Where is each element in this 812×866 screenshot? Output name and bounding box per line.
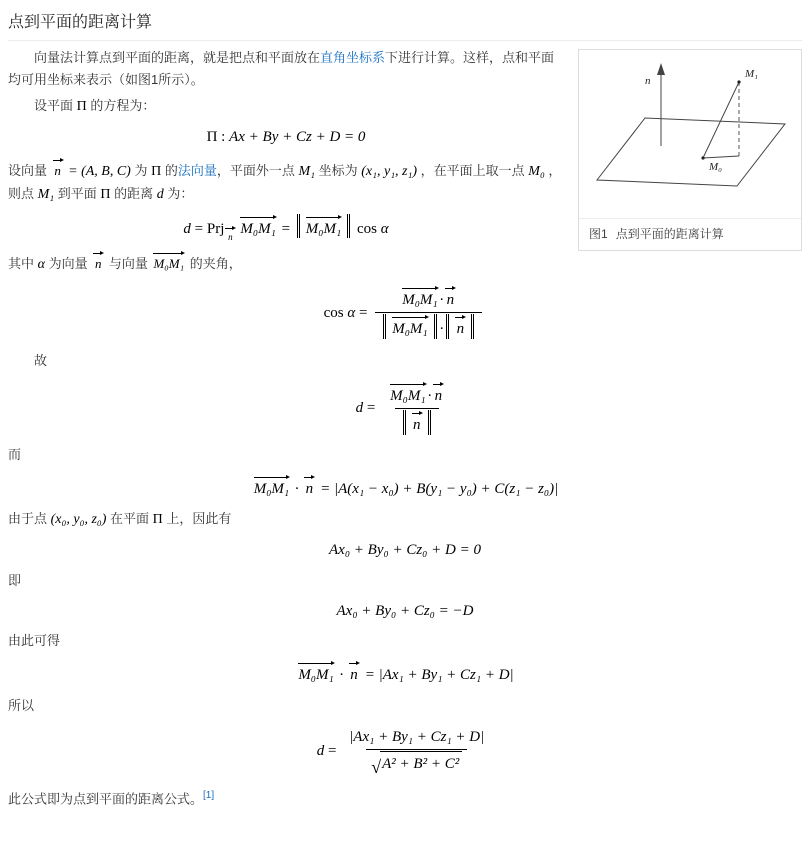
- text-run: 故: [34, 352, 48, 368]
- vector-name: n: [228, 231, 233, 242]
- vector-name: M₀M₁: [390, 387, 426, 404]
- math-roman-run: Π: [152, 512, 163, 528]
- point-m1: [737, 80, 740, 83]
- vector-mm: [153, 250, 184, 272]
- math-roman-run: cos: [353, 220, 381, 237]
- radical-sign-icon: √: [371, 756, 382, 777]
- math-run: M₁: [298, 163, 315, 179]
- math-run: Ax + By + Cz + D = 0: [229, 129, 366, 145]
- vector-name: M₀M₁: [153, 255, 185, 271]
- text-run: 为: [130, 162, 152, 178]
- math-roman-run: Π: [151, 163, 162, 179]
- paragraph: [8, 508, 802, 531]
- math-roman-run: = Prj: [190, 220, 225, 237]
- text-run: 此公式即为点到平面的距离公式。: [8, 790, 204, 806]
- vector-name: M₀M₁: [392, 321, 428, 338]
- vector-n: [455, 314, 465, 338]
- text-run: 由此可得: [8, 633, 61, 649]
- vector-arrow-icon: [402, 285, 437, 292]
- vector-n: [349, 660, 359, 684]
- display-formula: [8, 660, 802, 687]
- vector-arrow-icon: [304, 474, 314, 481]
- math-roman-run: Π :: [206, 129, 230, 145]
- fraction: [344, 725, 489, 777]
- figure-caption-text: 点到平面的距离计算: [615, 227, 724, 241]
- math-run: d: [355, 399, 364, 416]
- text-run: 的夹角，: [186, 255, 242, 271]
- vector-name: M₀M₁: [298, 667, 334, 684]
- math-run: (x₀, y₀, z₀): [50, 512, 107, 528]
- math-run: (x₁, y₁, z₁): [361, 163, 418, 179]
- math-run: ·: [335, 667, 347, 684]
- vector-name: M₀M₁: [402, 291, 438, 308]
- inline-link[interactable]: 法向量: [177, 162, 217, 178]
- vector-n: [93, 250, 103, 272]
- math-roman-run: =: [355, 304, 372, 321]
- math-roman-run: cos: [323, 304, 348, 321]
- vector-mm: [240, 214, 275, 238]
- text-run: 下进行计算。这样，点和平面均可用坐标来表示（如图1所示）。: [8, 50, 555, 87]
- fraction: [383, 380, 450, 436]
- vector-arrow-icon: [306, 214, 341, 221]
- numerator: [344, 725, 489, 750]
- vector-arrow-icon: [433, 381, 443, 388]
- norm-bars: [403, 410, 431, 434]
- text-run: ，在平面上取一点: [417, 162, 529, 178]
- text-run: 在平面: [106, 511, 153, 527]
- paragraph: [8, 630, 802, 652]
- square-root: [371, 751, 462, 776]
- math-run: α: [380, 220, 389, 237]
- vector-mm: [392, 314, 427, 338]
- display-formula: [8, 539, 802, 562]
- paragraph: [8, 785, 802, 810]
- math-roman-run: =: [277, 220, 294, 237]
- text-run: 设向量: [8, 162, 51, 178]
- vector-mm: [298, 660, 333, 684]
- label-n: n: [645, 75, 651, 87]
- text-run: 的方程为：: [86, 98, 156, 113]
- text-run: 向量法计算点到平面的距离，就是把点和平面放在: [34, 50, 321, 65]
- figure-diagram: [587, 56, 793, 214]
- paragraph: [8, 444, 802, 466]
- vector-n: [412, 410, 422, 434]
- math-run: Ax₀ + By₀ + Cz₀ + D = 0: [329, 542, 481, 559]
- math-run: ·: [427, 387, 432, 404]
- vector-arrow-icon: [455, 314, 465, 321]
- vector-name: n: [412, 417, 421, 434]
- text-run: 设平面: [34, 98, 77, 113]
- math-roman-run: =: [324, 742, 341, 759]
- point-m0: [701, 156, 704, 159]
- denominator: [395, 408, 439, 435]
- vector-name: M₀M₁: [305, 220, 342, 237]
- vector-name: n: [350, 667, 358, 684]
- text-run: 坐标为: [315, 162, 362, 178]
- figure-box: [578, 49, 802, 251]
- display-formula: [8, 725, 802, 777]
- vector-mm: [402, 285, 437, 309]
- text-run: 所以: [8, 697, 35, 713]
- text-run: 上，因此有: [162, 511, 232, 527]
- vector-name: n: [456, 321, 465, 338]
- vector-name: n: [305, 480, 314, 497]
- math-run: ·: [291, 480, 303, 497]
- vector-mm: [390, 381, 425, 405]
- vector-n: [53, 157, 63, 179]
- math-run: = |A(x₁ − x₀) + B(y₁ − y₀) + C(z₁ − z₀)|: [316, 480, 559, 497]
- vector-n: [445, 285, 455, 309]
- math-run: = (A, B, C): [64, 163, 131, 179]
- paragraph: [8, 695, 802, 717]
- math-run: M₁: [37, 186, 55, 202]
- math-roman-run: Π: [76, 99, 87, 114]
- paragraph: [8, 350, 802, 372]
- math-run: d: [183, 220, 191, 237]
- paragraph: [8, 570, 802, 592]
- text-run: 到平面: [54, 185, 101, 201]
- norm-bars: [383, 314, 436, 338]
- text-run: ，平面外一点: [216, 162, 299, 178]
- figure-caption-label: 图1: [589, 227, 608, 241]
- reference-link[interactable]: [1]: [203, 789, 215, 801]
- vector-arrow-icon: [392, 314, 427, 321]
- vector-name: n: [434, 387, 443, 404]
- inline-link[interactable]: 直角坐标系: [320, 50, 386, 65]
- numerator: [383, 380, 450, 409]
- vector-name: M₀M₁: [240, 220, 276, 237]
- text-run: 的: [161, 162, 178, 178]
- text-run: 为向量: [44, 255, 92, 271]
- text-run: 为：: [163, 185, 194, 201]
- text-run: 由于点: [8, 511, 51, 527]
- vector-arrow-icon: [390, 381, 425, 388]
- norm-bars: [446, 314, 474, 338]
- math-roman-run: =: [363, 399, 380, 416]
- math-run: d: [156, 186, 164, 202]
- math-run: Ax₀ + By₀ + Cz₀ = −D: [336, 602, 474, 619]
- vector-n: [304, 474, 314, 498]
- label-m1: M₁: [745, 68, 758, 80]
- math-run: M₀: [528, 163, 545, 179]
- denominator: [366, 749, 467, 777]
- text-run: 其中: [8, 255, 38, 271]
- label-m0: M₀: [709, 161, 722, 173]
- radicand: [380, 751, 462, 776]
- math-roman-run: Π: [100, 186, 111, 202]
- math-run: ·: [439, 321, 444, 338]
- vector-arrow-icon: [298, 660, 333, 667]
- norm-bars: [297, 214, 350, 238]
- display-formula: [8, 380, 802, 436]
- vector-name: n: [446, 291, 455, 308]
- vector-arrow-icon: [225, 225, 235, 232]
- vector-arrow-icon: [240, 214, 275, 221]
- text-run: 的距离: [110, 185, 157, 201]
- vector-arrow-icon: [445, 285, 455, 292]
- numerator: [395, 284, 462, 313]
- denominator: [375, 312, 482, 342]
- display-formula: [8, 600, 802, 623]
- vector-mm: [254, 474, 289, 498]
- figure-caption: [579, 218, 801, 250]
- math-run: = |Ax₁ + By₁ + Cz₁ + D|: [360, 667, 514, 684]
- article-body: [8, 47, 802, 810]
- vector-name: n: [94, 255, 102, 271]
- normal-arrowhead-icon: [657, 63, 665, 75]
- text-run: 而: [8, 446, 22, 462]
- page-title: 点到平面的距离计算: [8, 6, 802, 41]
- math-run: ·: [439, 291, 444, 308]
- text-run: 与向量: [105, 255, 152, 271]
- vector-arrow-icon: [254, 474, 289, 481]
- paragraph: [8, 250, 802, 276]
- text-run: ，则点: [8, 162, 562, 201]
- vector-name: M₀M₁: [253, 480, 290, 497]
- vector-arrow-icon: [153, 250, 184, 257]
- math-run: α: [37, 256, 45, 272]
- math-run: α: [347, 304, 356, 321]
- segment-m0-m1: [703, 82, 739, 158]
- display-formula: [8, 284, 802, 342]
- math-run: A² + B² + C²: [382, 756, 460, 773]
- vector-arrow-icon: [93, 250, 103, 257]
- vector-n: [433, 381, 443, 405]
- vector-mm: [306, 214, 341, 238]
- vector-arrow-icon: [349, 660, 359, 667]
- fraction: [375, 284, 482, 342]
- math-run: d: [316, 742, 325, 759]
- display-formula: [8, 474, 802, 501]
- vector-n: [225, 225, 235, 242]
- math-run: |Ax₁ + By₁ + Cz₁ + D|: [349, 728, 485, 745]
- segment-foot-m0: [703, 156, 739, 158]
- vector-arrow-icon: [53, 157, 63, 164]
- plane-shape: [597, 118, 785, 186]
- text-run: 即: [8, 572, 22, 588]
- vector-name: n: [54, 162, 61, 178]
- vector-arrow-icon: [412, 410, 422, 417]
